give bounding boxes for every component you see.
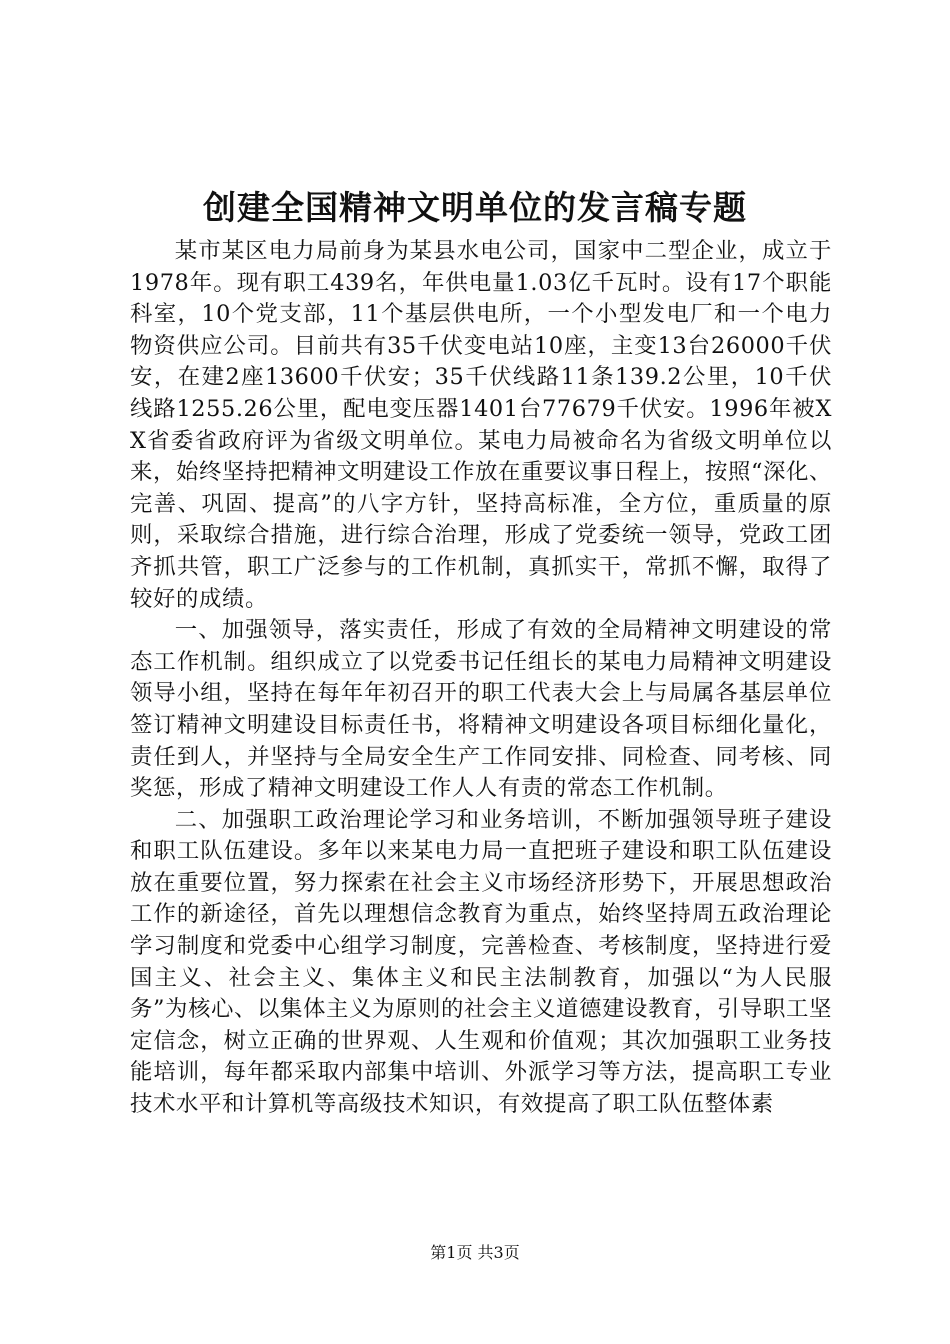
section-one-paragraph: 一、加强领导，落实责任，形成了有效的全局精神文明建设的常态工作机制。组织成立了以党委书记任组长的某电力局精神文明建设领导小组，坚持在每年年初召开的职工代表大会上与局属各基层单位签订精神文明建设目标责任书，将精神文明建设各项目标细化量化，责任到人，并坚持与全局安全生产工作同安排、同检查、同考核、同奖惩，形成了精神文明建设工作人人有责的常态工作机制。 (130, 617, 832, 802)
document-title: 创建全国精神文明单位的发言稿专题 (203, 188, 747, 227)
document-body (130, 236, 832, 1121)
intro-paragraph: 某市某区电力局前身为某县水电公司，国家中二型企业，成立于1978年。现有职工439名，年供电量1.03亿千瓦时。设有17个职能科室，10个党支部，11个基层供电所，一个小型发电厂和一个电力物资供应公司。目前共有35千伏变电站10座，主变13台26000千伏安，在建2座13600千伏安；35千伏线路11条139.2公里，10千伏线路1255.26公里，配电变压器1401台77679千伏安。1996年被XX省委省政府评为省级文明单位。某电力局被命名为省级文明单位以来，始终坚持把精神文明建设工作放在重要议事日程上，按照“深化、完善、巩固、提高”的八字方针，坚持高标准，全方位，重质量的原则，采取综合措施，进行综合治理，形成了党委统一领导，党政工团齐抓共管，职工广泛参与的工作机制，真抓实干，常抓不懈，取得了较好的成绩。 (130, 238, 832, 612)
section-two-paragraph: 二、加强职工政治理论学习和业务培训，不断加强领导班子建设和职工队伍建设。多年以来某电力局一直把班子建设和职工队伍建设放在重要位置，努力探索在社会主义市场经济形势下，开展思想政治工作的新途径，首先以理想信念教育为重点，始终坚持周五政治理论学习制度和党委中心组学习制度，完善检查、考核制度，坚持进行爱国主义、社会主义、集体主义和民主法制教育，加强以“为人民服务”为核心、以集体主义为原则的社会主义道德建设教育，引导职工坚定信念，树立正确的世界观、人生观和价值观；其次加强职工业务技能培训，每年都采取内部集中培训、外派学习等方法，提高职工专业技术水平和计算机等高级技术知识，有效提高了职工队伍整体素 (130, 806, 832, 1118)
page-footer: 第1页 共3页 (430, 1243, 520, 1262)
